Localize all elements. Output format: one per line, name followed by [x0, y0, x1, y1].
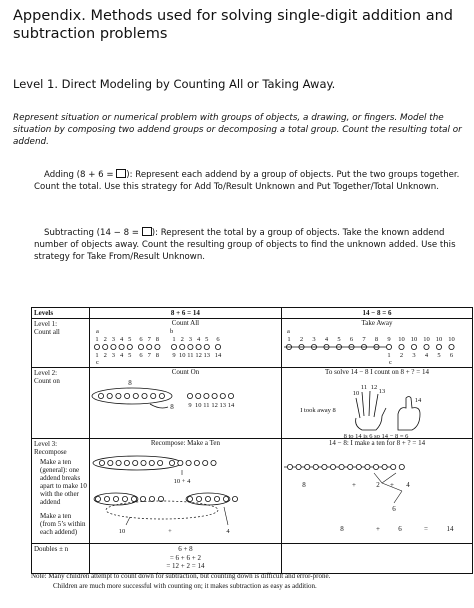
- counter-circle: [116, 460, 121, 465]
- diagram-label: 6: [139, 352, 143, 359]
- level3-addition-cell: [89, 439, 281, 544]
- counter-circle: [313, 464, 318, 469]
- diagram-label: 8 to 14 is 6 so 14 − 8 = 6: [343, 433, 409, 440]
- diagram-label: 10: [448, 336, 455, 343]
- make-ten-sub-diagram: [282, 447, 472, 541]
- subtracting-lead: Subtracting (14 − 8 =: [44, 228, 142, 238]
- diagram-label: 11: [203, 402, 210, 409]
- counter-circle: [220, 393, 225, 398]
- diagram-label: 12: [211, 402, 218, 409]
- diagram-label: 12: [195, 352, 202, 359]
- counter-circle: [204, 344, 209, 349]
- counter-circle: [111, 344, 116, 349]
- counter-circle: [194, 460, 199, 465]
- diagram-label: 5: [337, 336, 341, 343]
- counter-circle: [116, 393, 121, 398]
- diagram-label: 8: [170, 403, 174, 411]
- diagram-label: 7: [362, 336, 366, 343]
- counter-circle: [215, 344, 220, 349]
- counter-circle: [399, 344, 404, 349]
- counter-circle: [330, 464, 335, 469]
- subtracting-paragraph: [34, 227, 464, 264]
- counter-circle: [127, 344, 132, 349]
- diagram-label: 10: [410, 336, 418, 343]
- fingers-diagram: [282, 376, 472, 440]
- section-heading: Level 1. Direct Modeling by Counting All or Taking Away.: [13, 77, 336, 91]
- diagram-label: 6: [216, 336, 220, 343]
- footnote: [31, 572, 471, 591]
- diagram-label: 4: [324, 336, 329, 343]
- table-row-level3: [32, 439, 473, 544]
- counter-circle: [138, 344, 143, 349]
- diagram-label: 1: [95, 352, 99, 359]
- diagram-label: I took away 8: [300, 407, 336, 414]
- counter-circle: [339, 464, 344, 469]
- counter-circle: [108, 460, 113, 465]
- count-on-diagram: [90, 376, 276, 436]
- header-subtraction: 14 − 8 = 6: [282, 308, 473, 319]
- diagram-label: 11: [360, 384, 368, 391]
- counter-circle: [119, 344, 124, 349]
- counter-circle: [113, 496, 118, 501]
- counter-circle: [159, 393, 164, 398]
- doubles-line: = 12 + 2 = 14: [166, 562, 205, 570]
- counter-circle: [99, 460, 104, 465]
- counter-circle: [171, 344, 176, 349]
- diagram-label: 5: [205, 336, 209, 343]
- table-row-level2: [32, 368, 473, 439]
- diagram-label: 9: [188, 402, 192, 409]
- level1-subtraction-cell: [282, 319, 473, 368]
- diagram-label: 14: [214, 352, 222, 359]
- diagram-label: a: [287, 328, 290, 335]
- counter-circle: [141, 460, 146, 465]
- counter-circle: [124, 460, 129, 465]
- diagram-label: 8: [155, 336, 159, 343]
- counter-circle: [228, 393, 233, 398]
- ten-dashed-oval: [106, 501, 218, 519]
- counter-circle: [149, 460, 154, 465]
- diagram-label: 8: [340, 525, 344, 533]
- level1-label: [32, 319, 90, 368]
- diagram-label: 2: [103, 352, 107, 359]
- diagram-label: 1: [287, 336, 291, 343]
- intro-paragraph: Represent situation or numerical problem with groups of objects, a drawing, or fingers. Model the situation by composing two addend groups or decomposing a total group. Count the resulting total or addend.: [13, 113, 462, 148]
- diagram-label: 2: [103, 336, 107, 343]
- counter-circle: [187, 496, 192, 501]
- diagram-label: =: [424, 525, 428, 533]
- diagram-label: 5: [128, 336, 132, 343]
- diagram-label: 4: [119, 352, 124, 359]
- counter-circle: [287, 464, 292, 469]
- header-levels: Levels: [32, 308, 90, 319]
- adding-lead: Adding (8 + 6 =: [44, 170, 117, 180]
- level-name: Recompose: [34, 448, 67, 456]
- counter-circle: [356, 464, 361, 469]
- counter-circle: [133, 393, 138, 398]
- diagram-label: b: [169, 328, 174, 335]
- recompose-title: Recompose: Make a Ten: [150, 439, 220, 447]
- table-row-doubles: [32, 544, 473, 574]
- diagram-label: 2: [299, 336, 304, 343]
- counter-circle: [95, 496, 100, 501]
- diagram-label: 4: [424, 352, 429, 359]
- counter-circle: [155, 344, 160, 349]
- diagram-label: 1: [172, 336, 176, 343]
- diagram-label: 10: [118, 528, 126, 535]
- doubles-line: = 6 + 6 + 2: [169, 553, 201, 562]
- unknown-box: [116, 169, 126, 178]
- counter-circle: [411, 344, 416, 349]
- counter-circle: [150, 393, 155, 398]
- counter-circle: [382, 464, 387, 469]
- counter-circle: [131, 496, 136, 501]
- counter-circle: [232, 496, 237, 501]
- header-addition: 8 + 6 = 14: [89, 308, 281, 319]
- counter-circle: [214, 496, 219, 501]
- level1-addition-cell: [89, 319, 281, 368]
- counter-circle: [142, 393, 147, 398]
- counter-circle: [212, 393, 217, 398]
- unknown-box: [142, 227, 152, 236]
- diagram-label: 13: [203, 352, 210, 359]
- diagram-label: 10: [178, 352, 186, 359]
- counter-circle: [373, 464, 378, 469]
- counter-circle: [157, 460, 162, 465]
- counter-circle: [196, 344, 201, 349]
- counter-circle: [146, 344, 151, 349]
- diagram-label: 10: [194, 402, 202, 409]
- counter-circle: [107, 393, 112, 398]
- note-line: Note: Many children attempt to count down for subtraction, but counting down is difficult and error-prone.: [31, 572, 331, 580]
- diagram-label: 8: [155, 352, 159, 359]
- level2-subtraction-cell: [282, 368, 473, 439]
- diagram-label: 6: [139, 336, 143, 343]
- counter-circle: [124, 393, 129, 398]
- diagram-label: 12: [370, 384, 378, 391]
- diagram-label: 3: [312, 336, 316, 343]
- counter-circle: [436, 344, 441, 349]
- doubles-line: 6 + 8: [178, 545, 193, 553]
- counter-circle: [399, 464, 404, 469]
- hand-icon: [356, 391, 386, 430]
- level2-addition-cell: [89, 368, 281, 439]
- diagram-label: 9: [387, 336, 391, 343]
- diagram-label: +: [352, 481, 356, 489]
- counter-circle: [223, 496, 228, 501]
- diagram-label: 6: [392, 505, 396, 513]
- diagram-label: 13: [219, 402, 226, 409]
- level2-label: [32, 368, 90, 439]
- diagram-label: 5: [128, 352, 132, 359]
- diagram-label: 10 + 4: [173, 478, 191, 485]
- diagram-label: 3: [111, 352, 115, 359]
- level3-label: [32, 439, 90, 544]
- counter-circle: [94, 344, 99, 349]
- tick: [126, 507, 228, 525]
- count-all-title: Count All: [171, 319, 200, 327]
- counter-circle: [305, 464, 310, 469]
- subtracting-rest: ): Represent the total by a group of objects. Take the known addend number of objects away. Count the resulting group of objects to find the unknown added. Use this strategy for Take From/Result Unknown.: [34, 228, 456, 263]
- level-name: Count all: [34, 328, 60, 336]
- counter-circle: [102, 344, 107, 349]
- take-away-diagram: [282, 327, 472, 365]
- diagram-label: 8: [302, 481, 306, 489]
- diagram-label: 4: [406, 481, 410, 489]
- counter-circle: [188, 344, 193, 349]
- diagram-label: 1: [95, 336, 99, 343]
- doubles-cell: [89, 544, 281, 574]
- make-ten-sub-title: 14 − 8: I make a ten for 8 + ? = 14: [328, 439, 426, 447]
- count-all-diagram: [90, 327, 276, 365]
- diagram-label: 10: [423, 336, 430, 343]
- diagram-label: 4: [196, 336, 201, 343]
- diagram-label: a: [95, 328, 99, 335]
- counter-circle: [104, 496, 109, 501]
- counter-circle: [391, 464, 396, 469]
- diagram-label: 4: [119, 336, 124, 343]
- make-ten-general: Make a ten (general): one addend breaks apart to make 10 with the other addend: [40, 458, 87, 506]
- counter-circle: [211, 460, 216, 465]
- diagram-label: 10: [435, 336, 443, 343]
- diagram-label: 3: [412, 352, 416, 359]
- counter-circle: [365, 464, 370, 469]
- level3-subtraction-cell: [282, 439, 473, 544]
- counter-circle: [205, 496, 210, 501]
- counter-circle: [122, 496, 127, 501]
- counter-circle: [424, 344, 429, 349]
- diagram-label: 6: [449, 352, 454, 359]
- counter-circle: [204, 393, 209, 398]
- level-number: Level 3:: [34, 440, 58, 448]
- diagram-label: +: [376, 525, 380, 533]
- counter-circle: [186, 460, 191, 465]
- counter-circle: [386, 344, 391, 349]
- diagram-label: 3: [188, 336, 192, 343]
- counter-circle: [449, 344, 454, 349]
- counter-circle: [178, 460, 183, 465]
- make-ten-diagram: [90, 447, 276, 541]
- doubles-empty-cell: [282, 544, 473, 574]
- diagram-label: 10: [352, 390, 360, 397]
- counter-circle: [322, 464, 327, 469]
- adding-rest: ): Represent each addend by a group of objects. Put the two groups together. Count the total. Use this strategy for Add To/Result Unknown and Put Together/Total Unknown.: [34, 170, 460, 193]
- diagram-label: 2: [376, 481, 380, 489]
- diagram-label: 9: [172, 352, 176, 359]
- diagram-label: 5: [437, 352, 441, 359]
- diagram-label: 14: [446, 525, 454, 533]
- diagram-label: 7: [147, 352, 151, 359]
- diagram-label: 14: [414, 397, 422, 404]
- page-title: Appendix. Methods used for solving single-digit addition and subtraction problems: [13, 8, 454, 42]
- counter-circle: [132, 460, 137, 465]
- doubles-label: Doubles ± n: [32, 544, 90, 574]
- counter-circle: [187, 393, 192, 398]
- take-away-title: Take Away: [361, 319, 393, 327]
- diagram-label: 2: [399, 352, 404, 359]
- counter-circle: [195, 393, 200, 398]
- level-number: Level 2:: [34, 369, 58, 377]
- counter-circle: [348, 464, 353, 469]
- table-row-level1: [32, 319, 473, 368]
- counter-circle: [196, 496, 201, 501]
- diagram-label: 8: [128, 379, 132, 387]
- adding-paragraph: [34, 169, 464, 193]
- diagram-label: +: [167, 528, 172, 535]
- counter-circle: [179, 344, 184, 349]
- diagram-label: 2: [180, 336, 184, 343]
- level-number: Level 1:: [34, 320, 58, 328]
- diagram-label: 14: [227, 402, 235, 409]
- diagram-label: 4: [226, 528, 230, 535]
- diagram-label: c: [95, 359, 99, 366]
- counter-circle: [98, 393, 103, 398]
- diagram-label: 13: [378, 388, 386, 395]
- count-on-title: Count On: [171, 368, 200, 376]
- diagram-label: 1: [387, 352, 391, 359]
- diagram-label: 7: [147, 336, 151, 343]
- counter-circle: [202, 460, 207, 465]
- diagram-label: 11: [187, 352, 194, 359]
- make-ten-fives: Make a ten (from 5’s within each addend): [40, 512, 86, 536]
- diagram-label: 6: [349, 336, 354, 343]
- arrow: [150, 404, 168, 408]
- note-line: Children are much more successful with counting on; it makes subtraction as easy as addition.: [53, 581, 317, 590]
- count-on-sub-title: To solve 14 − 8 I count on 8 + ? = 14: [325, 368, 429, 376]
- counter-circle: [169, 460, 174, 465]
- counter-circle: [296, 464, 301, 469]
- table-header-row: [32, 308, 473, 319]
- diagram-label: 8: [374, 336, 379, 343]
- diagram-label: 10: [398, 336, 405, 343]
- level-name: Count on: [34, 377, 60, 385]
- diagram-label: 6: [398, 525, 402, 533]
- diagram-label: 3: [111, 336, 115, 343]
- diagram-label: +: [390, 481, 394, 489]
- counter-circle: [140, 496, 145, 501]
- diagram-label: c: [389, 359, 392, 366]
- methods-table: [31, 307, 473, 574]
